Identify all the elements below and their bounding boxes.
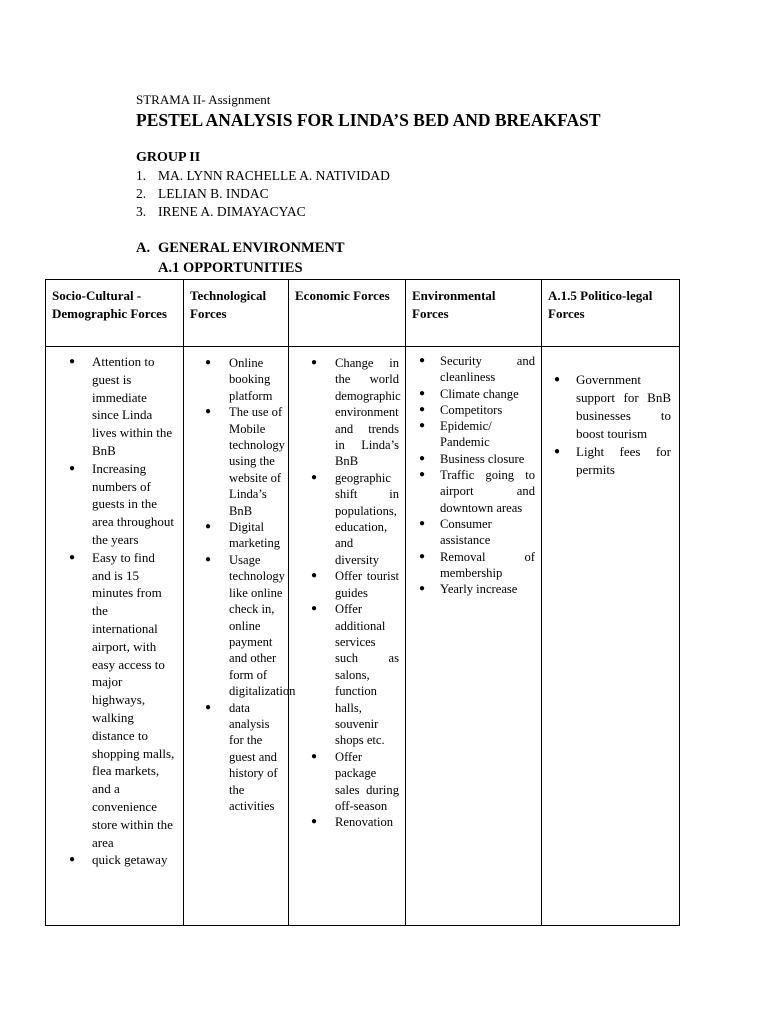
list-item: ● The use of Mobile technology using the website of Linda’s BnB: [229, 404, 284, 519]
list-item: ● Offer tourist guides: [335, 568, 399, 601]
bullet-list: [289, 347, 405, 831]
member-name: MA. LYNN RACHELLE A. NATIVIDAD: [158, 168, 390, 183]
table-header-row: [46, 280, 680, 347]
list-item: ● quick getaway: [92, 851, 175, 869]
document-title: PESTEL ANALYSIS FOR LINDA’S BED AND BREAKFAST: [136, 110, 601, 130]
list-item: ● Traffic going to airport and downtown areas: [440, 467, 535, 516]
list-item: ● Usage technology like online check in, online payment and other form of digitalization: [229, 552, 284, 700]
list-item: ● Removal of membership: [440, 549, 535, 582]
list-item: ● data analysis for the guest and history of the activities: [229, 700, 284, 815]
assignment-subtitle: STRAMA II- Assignment: [136, 92, 271, 107]
bullet-list: [46, 347, 183, 869]
header-technological: Technological Forces: [184, 280, 289, 347]
list-item: ● Competitors: [440, 402, 535, 418]
technological-cell: [184, 347, 296, 926]
table-row: [46, 347, 680, 926]
list-item: ● Climate change: [440, 386, 535, 402]
header-socio-cultural: Socio-Cultural - Demographic Forces: [46, 280, 184, 347]
list-item: ● Digital marketing: [229, 519, 284, 552]
bullet-list: [184, 347, 296, 814]
environmental-cell: [406, 347, 542, 926]
list-item: ● Yearly increase: [440, 581, 535, 597]
politico-legal-cell: [542, 347, 680, 926]
list-item: ● Light fees for permits: [576, 443, 671, 479]
header-environmental: Environmental Forces: [406, 280, 542, 347]
socio-cultural-cell: [46, 347, 184, 926]
member-name: LELIAN B. INDAC: [158, 186, 269, 201]
member-name: IRENE A. DIMAYACYAC: [158, 204, 306, 219]
member-item: 3. IRENE A. DIMAYACYAC: [136, 204, 306, 219]
group-heading: GROUP II: [136, 150, 201, 165]
list-item: ● Increasing numbers of guests in the area throughout the years: [92, 460, 175, 549]
header-politico-legal: A.1.5 Politico-legal Forces: [542, 280, 680, 347]
list-item: ● Renovation: [335, 814, 399, 830]
list-item: ● Security and cleanliness: [440, 353, 535, 386]
section-heading: A. GENERAL ENVIRONMENT: [136, 240, 345, 256]
list-item: ● Government support for BnB businesses to boost tourism: [576, 371, 671, 443]
list-item: ● Consumer assistance: [440, 516, 535, 549]
subsection-heading: A.1 OPPORTUNITIES: [158, 260, 303, 276]
pestel-table: [45, 279, 680, 926]
member-item: 2. LELIAN B. INDAC: [136, 186, 269, 201]
list-item: ● Attention to guest is immediate since Linda lives within the BnB: [92, 353, 175, 460]
member-item: 1. MA. LYNN RACHELLE A. NATIVIDAD: [136, 168, 390, 183]
header-economic: Economic Forces: [289, 280, 406, 347]
list-item: ● geographic shift in populations, education, and diversity: [335, 470, 399, 568]
member-list: [136, 167, 390, 221]
list-item: ● Online booking platform: [229, 355, 284, 404]
list-item: ● Epidemic/ Pandemic: [440, 418, 535, 451]
bullet-list: [542, 347, 679, 479]
list-item: ● Easy to find and is 15 minutes from the international airport, with easy access to major highways, walking distance to shopping malls, flea markets, and a convenience store within the area: [92, 549, 175, 852]
list-item: ● Business closure: [440, 451, 535, 467]
bullet-list: [406, 347, 541, 597]
list-item: ● Offer additional services such as salons, function halls, souvenir shops etc.: [335, 601, 399, 749]
list-item: ● Offer package sales during off-season: [335, 749, 399, 815]
list-item: ● Change in the world demographic environment and trends in Linda’s BnB: [335, 355, 399, 470]
economic-cell: [289, 347, 406, 926]
